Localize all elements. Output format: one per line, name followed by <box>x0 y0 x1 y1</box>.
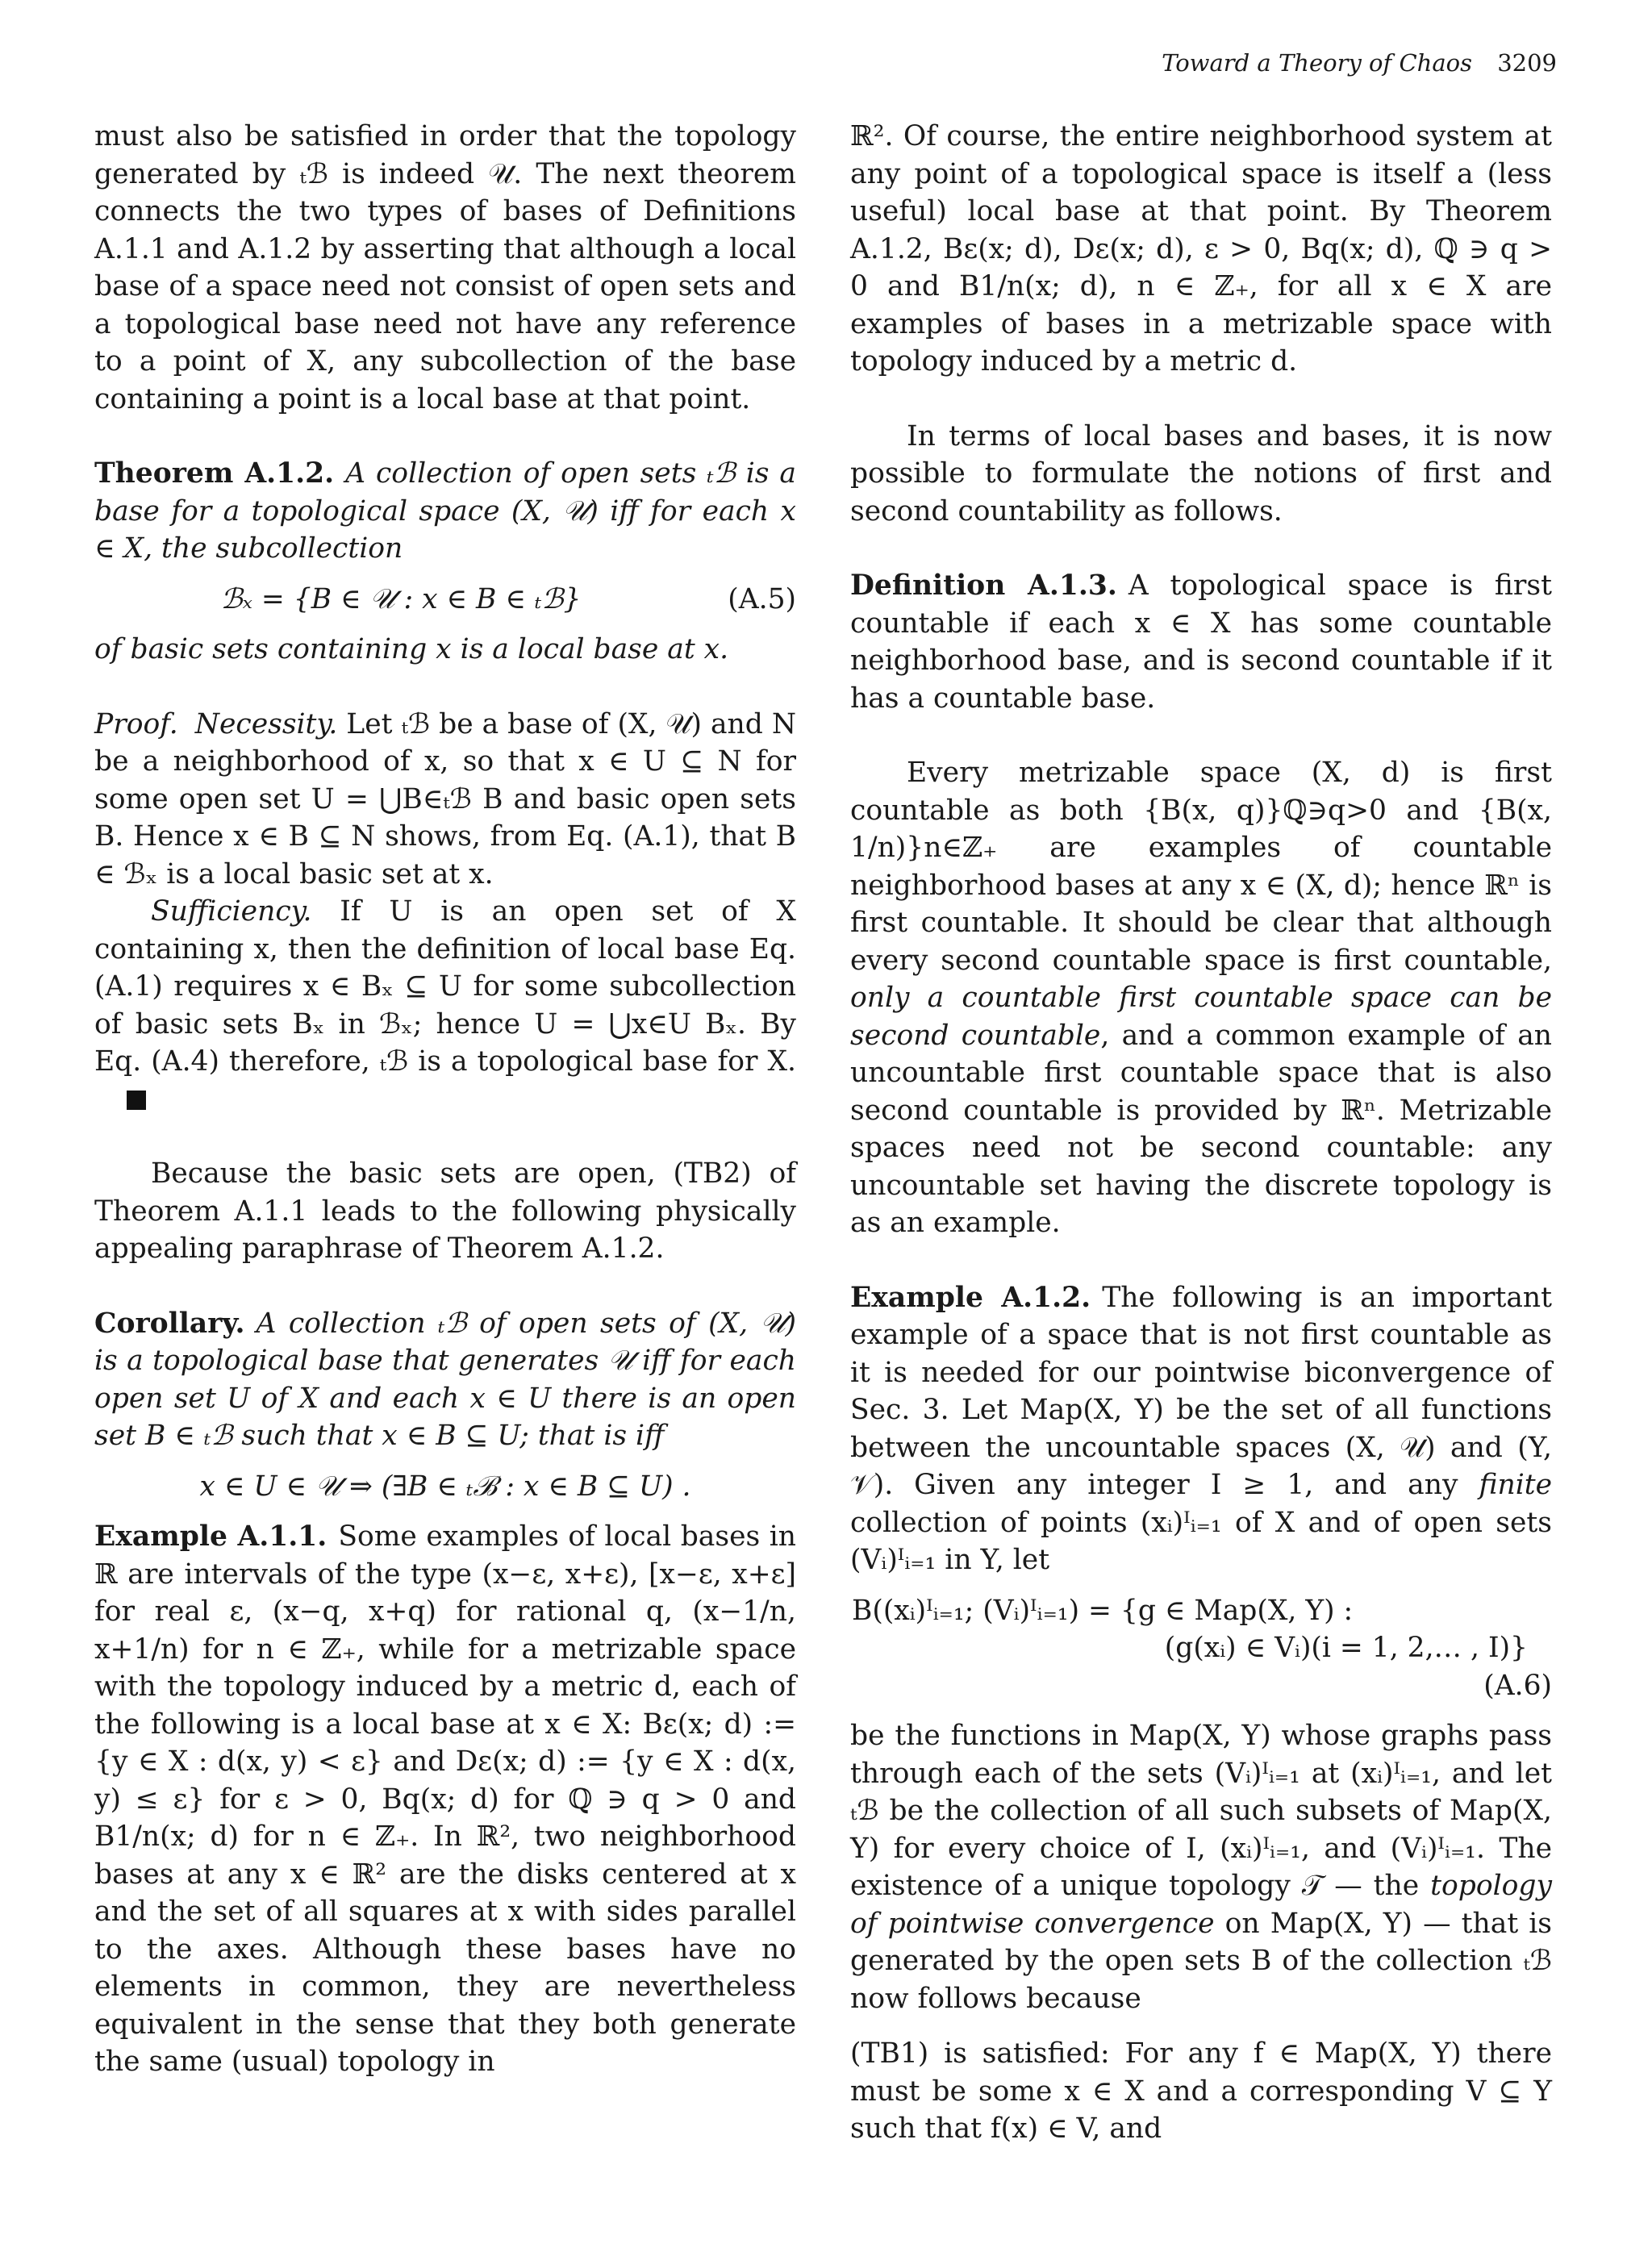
text-run: Every metrizable space (X, d) is first countable as both {B(x, q)}ℚ∋q>0 and {B(x, 1/n)}n∈ℤ₊ are examples of countable neighborhood bases at any x ∈ (X, d); hence ℝⁿ is first countable. It should be clear that although every second countable space is first countable, <box>850 757 1552 977</box>
emphasis: topology of pointwise convergence <box>850 1870 1553 1940</box>
proof-sufficiency <box>94 893 796 1118</box>
qed-icon <box>127 1091 146 1110</box>
example-a12 <box>850 1279 1552 1579</box>
proof-text: Let ₜℬ be a base of (X, 𝒰) and N be a neighborhood of x, so that x ∈ U ⊆ N for some open set U = ⋃B∈ₜℬ B and basic open sets B. Hence x ∈ B ⊆ N shows, from Eq. (A.1), that B ∈ ℬₓ is a local basic set at x. <box>94 707 797 890</box>
definition-a13 <box>850 567 1552 717</box>
paragraph: In terms of local bases and bases, it is now possible to formulate the notions of first and second countability as follows. <box>850 419 1552 528</box>
equation-expression: ℬₓ = {B ∈ 𝒰 : x ∈ B ∈ ₜℬ} <box>220 582 582 615</box>
running-header <box>1162 48 1557 77</box>
page-number: 3209 <box>1497 49 1557 77</box>
text-run: The following is an important example of a space that is not first countable as it is needed for our pointwise biconvergence of Sec. 3. Let Map(X, Y) be the set of all functions between the uncountable spaces (X, 𝒰) and (Y, 𝒱). Given any integer I ≥ 1, and any <box>850 1281 1552 1501</box>
paragraph: must also be satisfied in order that the topology generated by ₜℬ is indeed 𝒰. The next theorem connects the two types of bases of Definitions A.1.1 and A.1.2 by asserting that although a local base of a space need not consist of open sets and a topological base need not have any reference to a point of X, any subcollection of the base containing a point is a local base at that point. <box>94 120 796 415</box>
paragraph: (TB1) is satisfied: For any f ∈ Map(X, Y) there must be some x ∈ X and a corresponding V ⊆ Y such that f(x) ∈ V, and <box>850 2037 1552 2145</box>
equation-a6 <box>850 1592 1552 1705</box>
paragraph <box>850 754 1552 1242</box>
paragraph: ℝ². Of course, the entire neighborhood system at any point of a topological space is itself a (less useful) local base at that point. By Theorem A.1.2, Bε(x; d), Dε(x; d), ε > 0, Bq(x; d), ℚ ∋ q > 0 and B1/n(x; d), n ∈ ℤ₊, for all x ∈ X are examples of bases in a metrizable space with topology induced by a metric d. <box>850 120 1552 377</box>
equation-number: (A.6) <box>1483 1669 1552 1702</box>
theorem-label: Theorem A.1.2. <box>94 457 335 490</box>
definition-label: Definition A.1.3. <box>850 569 1117 602</box>
emphasis: only a countable first countable space can be second countable <box>850 982 1552 1052</box>
necessity-label: Necessity. <box>194 707 338 740</box>
example-text: Some examples of local bases in ℝ are intervals of the type (x−ε, x+ε), [x−ε, x+ε] for real ε, (x−q, x+q) for rational q, (x−1/n, x+1/n) for n ∈ ℤ₊, while for a metrizable space with the topology induced by a metric d, each of the following is a local base at x ∈ X: Bε(x; d) := {y ∈ X : d(x, y) < ε} and Dε(x; d) := {y ∈ X : d(x, y) ≤ ε} for ε > 0, Bq(x; d) for ℚ ∋ q > 0 and B1/n(x; d) for n ∈ ℤ₊. In ℝ², two neighborhood bases at any x ∈ ℝ² are the disks centered at x and the set of all squares at x with sides parallel to the axes. Although these bases have no elements in common, they are nevertheless equivalent in the sense that they both generate the same (usual) topology in <box>94 1520 796 2078</box>
example-label: Example A.1.2. <box>850 1281 1091 1314</box>
equation-expression: x ∈ U ∈ 𝒰 ⇒ (∃B ∈ ₜℬ : x ∈ B ⊆ U) . <box>199 1470 691 1503</box>
running-title: Toward a Theory of Chaos <box>1162 49 1472 77</box>
text-run: be the functions in Map(X, Y) whose graphs pass through each of the sets (Vᵢ)ᴵᵢ₌₁ at (xᵢ)ᴵᵢ₌₁, and let ₜℬ be the collection of all such subsets of Map(X, Y) for every choice of I, (xᵢ)ᴵᵢ₌₁, and (Vᵢ)ᴵᵢ₌₁. The existence of a unique topology 𝒯 — the <box>850 1720 1552 1902</box>
definition-text: A topological space is first countable if each x ∈ X has some countable neighborhood base, and is second countable if it has a countable base. <box>850 569 1552 715</box>
equation-a5 <box>94 581 796 619</box>
text-run: collection of points (xᵢ)ᴵᵢ₌₁ of X and of open sets (Vᵢ)ᴵᵢ₌₁ in Y, let <box>850 1506 1552 1576</box>
sufficiency-label: Sufficiency. <box>151 895 312 928</box>
equation-line: B((xᵢ)ᴵᵢ₌₁; (Vᵢ)ᴵᵢ₌₁) = {g ∈ Map(X, Y) : <box>852 1594 1354 1627</box>
example-a11 <box>94 1518 796 2081</box>
proof-label: Proof. <box>94 707 178 740</box>
corollary-text: A collection ₜℬ of open sets of (X, 𝒰) is a topological base that generates 𝒰 iff for each open set U of X and each x ∈ U there is an open set B ∈ ₜℬ such that x ∈ B ⊆ U; that is iff <box>94 1307 796 1452</box>
corollary-equation <box>94 1468 796 1506</box>
proof-text: If U is an open set of X containing x, then the definition of local base Eq. (A.1) requires x ∈ Bₓ ⊆ U for some subcollection of basic sets Bₓ in ℬₓ; hence U = ⋃x∈U Bₓ. By Eq. (A.4) therefore, ₜℬ is a topological base for X. <box>94 895 796 1078</box>
paragraph: Because the basic sets are open, (TB2) of Theorem A.1.1 leads to the following physically appealing paraphrase of Theorem A.1.2. <box>94 1157 796 1265</box>
emphasis: finite <box>1479 1469 1553 1501</box>
right-column <box>850 118 1552 2148</box>
corollary <box>94 1305 796 1455</box>
equation-number: (A.5) <box>728 582 796 615</box>
proof-necessity <box>94 706 796 894</box>
corollary-label: Corollary. <box>94 1307 245 1340</box>
example-label: Example A.1.1. <box>94 1520 327 1553</box>
paragraph <box>850 1717 1552 2017</box>
theorem-tail: of basic sets containing x is a local base at x. <box>94 633 729 665</box>
theorem-a12 <box>94 455 796 568</box>
text-run: on Map(X, Y) — that is generated by the open sets B of the collection ₜℬ now follows because <box>850 1907 1553 2015</box>
left-column <box>94 118 796 2081</box>
theorem-text: A collection of open sets ₜℬ is a base for a topological space (X, 𝒰) iff for each x ∈ X, the subcollection <box>94 457 796 565</box>
equation-line: (g(xᵢ) ∈ Vᵢ)(i = 1, 2,… , I)} <box>1164 1632 1528 1664</box>
text-run: , and a common example of an uncountable first countable space that is also second countable is provided by ℝⁿ. Metrizable spaces need not be second countable: any uncountable set having the discrete topology is as an example. <box>850 1019 1552 1239</box>
